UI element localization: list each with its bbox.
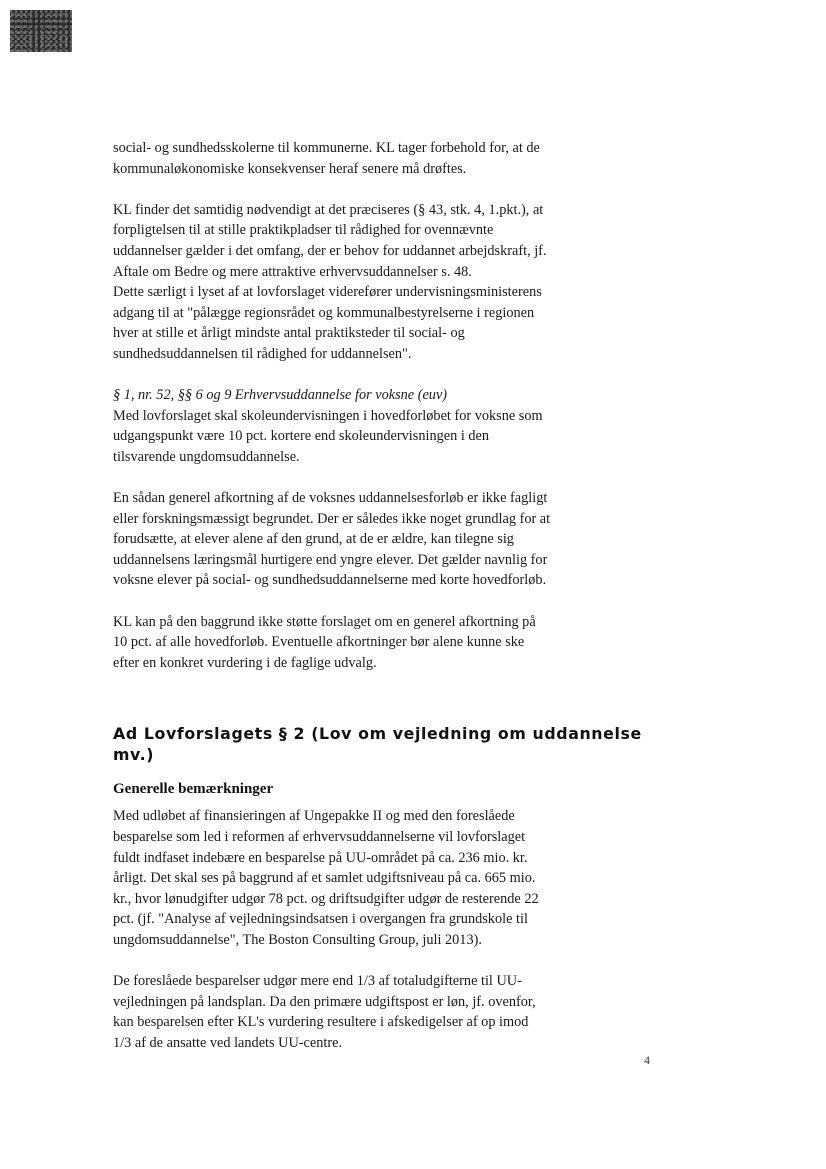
text-line: Dette særligt i lyset af at lovforslaget viderefører undervisningsministerens — [113, 284, 542, 301]
paragraph — [113, 806, 613, 950]
text-line: En sådan generel afkortning af de voksnes uddannelsesforløb er ikke fagligt — [113, 490, 548, 507]
text-line: Aftale om Bedre og mere attraktive erhvervsuddannelser s. 48. — [113, 263, 472, 280]
text-line: ungdomsuddannelse", The Boston Consulting Group, juli 2013). — [113, 932, 482, 948]
text-line: § 1, nr. 52, §§ 6 og 9 Erhvervsuddannelse for voksne (euv) — [113, 387, 448, 404]
document-body — [113, 138, 642, 1074]
paragraph — [113, 612, 613, 674]
main-heading — [113, 723, 642, 765]
section-heading — [113, 385, 613, 406]
text-line: adgang til at "pålægge regionsrådet og kommunalbestyrelserne i regionen — [113, 304, 535, 321]
paragraph — [113, 971, 613, 1053]
paragraph — [113, 488, 613, 591]
text-line: 1/3 af de ansatte ved landets UU-centre. — [113, 1034, 343, 1051]
text-line: mv.) — [113, 745, 155, 765]
text-line: Ad Lovforslagets § 2 (Lov om vejledning om uddannelse — [113, 724, 642, 744]
text-line: hver at stille et årligt mindste antal praktiksteder til social- og — [113, 325, 465, 342]
text-line: årligt. Det skal ses på baggrund af et samlet udgiftsniveau på ca. 665 mio. — [113, 870, 536, 887]
logo-mark — [10, 10, 72, 52]
text-line: uddannelsens læringsmål hurtigere end yngre elever. Det gælder navnlig for — [113, 551, 548, 568]
text-line: udgangspunkt være 10 pct. kortere end skoleundervisningen i den — [113, 428, 490, 445]
text-line: KL finder det samtidig nødvendigt at det præciseres (§ 43, stk. 4, 1.pkt.), at — [113, 201, 544, 218]
text-line: kr., hvor lønudgifter udgør 78 pct. og driftsudgifter udgør de resterende 22 — [113, 890, 539, 907]
text-line: kan besparelsen efter KL's vurdering resultere i afskedigelser af op imod — [113, 1014, 529, 1031]
text-line: Generelle bemærkninger — [113, 781, 274, 798]
text-line: Med lovforslaget skal skoleundervisningen i hovedforløbet for voksne som — [113, 407, 543, 424]
text-line: kommunaløkonomiske konsekvenser heraf senere må drøftes. — [113, 160, 467, 177]
text-line: tilsvarende ungdomsuddannelse. — [113, 448, 300, 465]
text-line: KL kan på den baggrund ikke støtte forslaget om en generel afkortning på — [113, 613, 536, 630]
text-line: 10 pct. af alle hovedforløb. Eventuelle afkortninger bør alene kunne ske — [113, 634, 525, 651]
paragraph — [113, 282, 613, 364]
text-line: besparelse som led i reformen af erhvervsuddannelserne vil lovforslaget — [113, 829, 526, 846]
paragraph — [113, 200, 613, 282]
text-line: pct. (jf. "Analyse af vejledningsindsatsen i overgangen fra grundskole til — [113, 911, 528, 928]
page-number: 4 — [644, 1053, 650, 1067]
text-line: efter en konkret vurdering i de faglige udvalg. — [113, 654, 377, 671]
text-line: social- og sundhedsskolerne til kommunerne. KL tager forbehold for, at de — [113, 140, 540, 156]
text-line: uddannelser gælder i det omfang, der er behov for uddannet arbejdskraft, jf. — [113, 242, 547, 259]
paragraph — [113, 406, 613, 468]
text-line: voksne elever på social- og sundhedsuddannelserne med korte hovedforløb. — [113, 572, 547, 589]
text-line: eller forskningsmæssigt begrundet. Der er således ikke noget grundlag for at — [113, 510, 551, 527]
text-line: forpligtelsen til at stille praktikpladser til rådighed for ovennævnte — [113, 222, 494, 239]
text-line: Med udløbet af finansieringen af Ungepakke II og med den foreslåede — [113, 808, 515, 825]
text-line: forudsætte, at elever alene af den grund, at de er ældre, kan tilegne sig — [113, 531, 514, 548]
text-line: sundhedsuddannelsen til rådighed for uddannelsen". — [113, 345, 412, 362]
sub-heading — [113, 779, 613, 800]
paragraph — [113, 138, 613, 179]
text-line: fuldt indfaset indebære en besparelse på UU-området på ca. 236 mio. kr. — [113, 849, 528, 866]
text-line: De foreslåede besparelser udgør mere end 1/3 af totaludgifterne til UU- — [113, 973, 522, 990]
text-line: vejledningen på landsplan. Da den primære udgiftspost er løn, jf. ovenfor, — [113, 993, 536, 1010]
